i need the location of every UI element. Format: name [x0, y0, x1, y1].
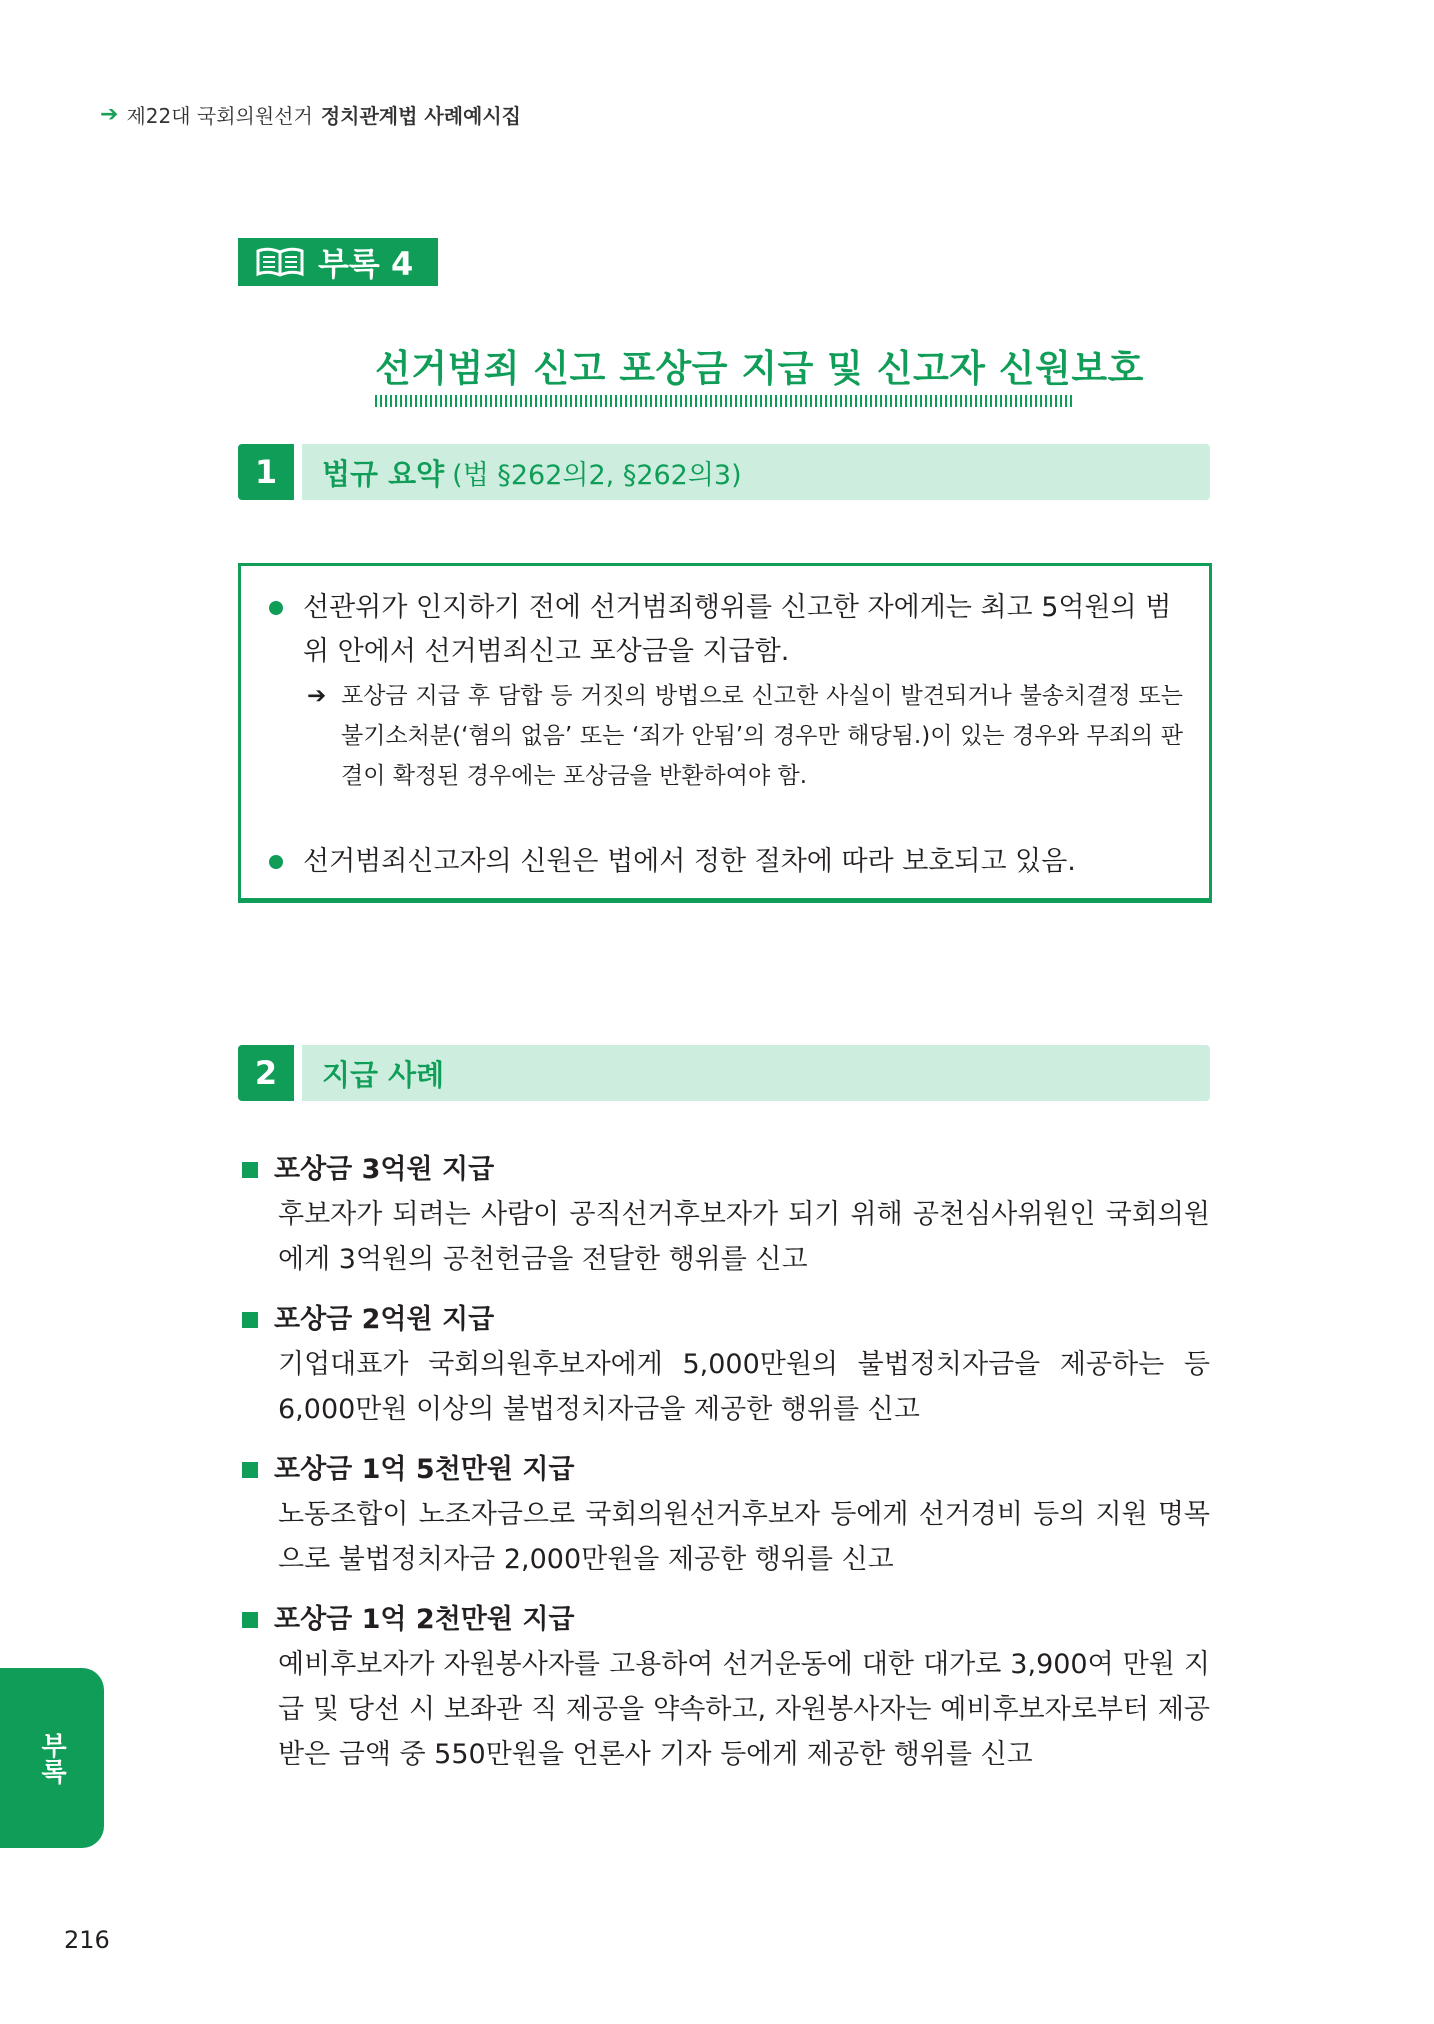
summary-bullet: [269, 586, 1183, 674]
running-header: [100, 100, 521, 129]
case-item: [238, 1598, 1210, 1777]
page-number: 216: [64, 1926, 110, 1954]
section-number: 2: [238, 1045, 294, 1101]
sub-note-text: 포상금 지급 후 담합 등 거짓의 방법으로 신고한 사실이 발견되거나 불송치결정 또는 불기소처분(‘혐의 없음’ 또는 ‘죄가 안됨’의 경우만 해당됨.)이 있는 경우와 무죄의 판결이 확정된 경우에는 포상금을 반환하여야 함.: [341, 683, 1183, 789]
section-title-bar: [302, 444, 1210, 500]
appendix-tag: [238, 238, 438, 286]
side-tab: [0, 1668, 104, 1848]
section-1-header: [238, 444, 1210, 500]
case-title: [238, 1598, 1210, 1642]
square-bullet-icon: [242, 1462, 258, 1478]
section-title: 법규 요약: [322, 456, 445, 491]
section-2-header: [238, 1045, 1210, 1101]
case-title-text: 포상금 3억원 지급: [274, 1154, 495, 1185]
case-title: [238, 1148, 1210, 1192]
appendix-label: 부록 4: [318, 245, 414, 283]
case-item: [238, 1298, 1210, 1432]
arrow-right-icon: ➔: [100, 102, 119, 127]
bullet-text: 선관위가 인지하기 전에 선거범죄행위를 신고한 자에게는 최고 5억원의 범위 안에서 선거범죄신고 포상금을 지급함.: [303, 592, 1172, 667]
square-bullet-icon: [242, 1612, 258, 1628]
book-icon: [256, 247, 304, 277]
case-title: [238, 1448, 1210, 1492]
square-bullet-icon: [242, 1162, 258, 1178]
case-body: 기업대표가 국회의원후보자에게 5,000만원의 불법정치자금을 제공하는 등 6,000만원 이상의 불법정치자금을 제공한 행위를 신고: [278, 1349, 1210, 1425]
title-underline: [375, 395, 1073, 407]
case-item: [238, 1148, 1210, 1282]
case-title-text: 포상금 1억 5천만원 지급: [274, 1454, 575, 1485]
header-title: 정치관계법 사례예시집: [320, 104, 521, 128]
bullet-text: 선거범죄신고자의 신원은 법에서 정한 절차에 따라 보호되고 있음.: [303, 846, 1076, 877]
case-title-text: 포상금 2억원 지급: [274, 1304, 495, 1335]
section-reference: (법 §262의2, §262의3): [452, 459, 742, 491]
section-title: 지급 사례: [322, 1057, 445, 1092]
page-title: 선거범죄 신고 포상금 지급 및 신고자 신원보호: [375, 347, 1144, 390]
case-item: [238, 1448, 1210, 1582]
case-body: 후보자가 되려는 사람이 공직선거후보자가 되기 위해 공천심사위원인 국회의원에게 3억원의 공천헌금을 전달한 행위를 신고: [278, 1199, 1210, 1275]
case-title-text: 포상금 1억 2천만원 지급: [274, 1604, 575, 1635]
bullet-dot-icon: [269, 855, 283, 869]
header-prefix: 제22대 국회의원선거: [126, 104, 313, 128]
summary-sub-note: [307, 676, 1183, 796]
case-body: 예비후보자가 자원봉사자를 고용하여 선거운동에 대한 대가로 3,900여 만원 지급 및 당선 시 보좌관 직 제공을 약속하고, 자원봉사자는 예비후보자로부터 제공받은 금액 중 550만원을 언론사 기자 등에게 제공한 행위를 신고: [278, 1649, 1210, 1770]
side-tab-label: 부록: [36, 1732, 67, 1784]
case-title: [238, 1298, 1210, 1342]
summary-box: [238, 563, 1212, 903]
square-bullet-icon: [242, 1312, 258, 1328]
case-body: 노동조합이 노조자금으로 국회의원선거후보자 등에게 선거경비 등의 지원 명목으로 불법정치자금 2,000만원을 제공한 행위를 신고: [278, 1499, 1210, 1575]
section-title-bar: [302, 1045, 1210, 1101]
summary-bullet: [269, 840, 1183, 884]
bullet-dot-icon: [269, 601, 283, 615]
arrow-right-icon: ➔: [307, 683, 327, 709]
section-number: 1: [238, 444, 294, 500]
